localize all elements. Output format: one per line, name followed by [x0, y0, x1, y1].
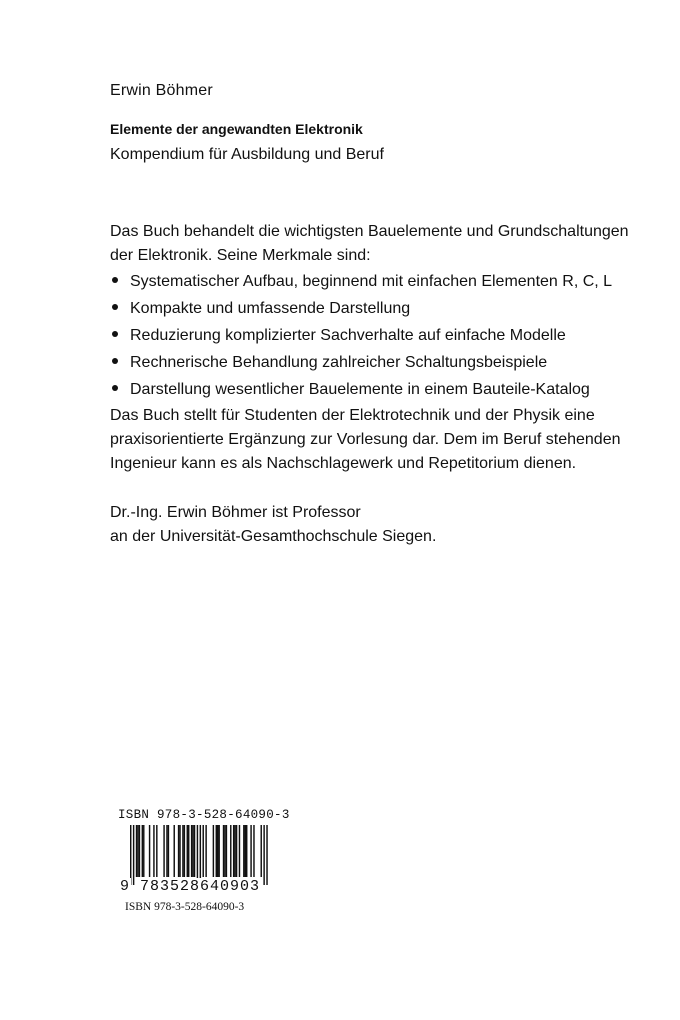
barcode-bar	[130, 825, 131, 885]
barcode-bar	[263, 825, 264, 885]
barcode-bar	[197, 825, 198, 885]
bullet-icon	[112, 304, 118, 310]
barcode-bar	[187, 825, 188, 877]
barcode-bar	[253, 825, 254, 877]
barcode-bar	[194, 825, 195, 877]
feature-list	[110, 268, 650, 403]
bio-line: an der Universität-Gesamthochschule Siegen.	[110, 528, 437, 545]
description-paragraph: Das Buch stellt für Studenten der Elektrotechnik und der Physik eine praxisorientierte Ergänzung zur Vorlesung dar. Dem im Beruf stehenden Ingenieur kann es als Nachschlagewerk und Repetitorium dienen.	[110, 407, 621, 472]
barcode-bar	[166, 825, 167, 877]
barcode-bar	[239, 825, 240, 877]
barcode-bar	[250, 825, 251, 877]
feature-item	[110, 268, 650, 295]
barcode-bar	[153, 825, 154, 877]
barcode-bar	[245, 825, 246, 877]
book-title: Elemente der angewandten Elektronik	[110, 121, 363, 137]
barcode-bar	[143, 825, 144, 877]
barcode-bar	[216, 825, 217, 877]
feature-text: Systematischer Aufbau, beginnend mit einfachen Elementen R, C, L	[130, 273, 613, 290]
barcode-bar	[226, 825, 227, 877]
barcode-bar	[203, 825, 204, 877]
feature-item	[110, 376, 650, 403]
book-subtitle: Kompendium für Ausbildung und Beruf	[110, 146, 384, 163]
barcode-bar	[149, 825, 150, 877]
barcode-bar	[213, 825, 214, 877]
bullet-icon	[112, 385, 118, 391]
bio-line: Dr.-Ing. Erwin Böhmer ist Professor	[110, 504, 361, 521]
barcode-bar	[139, 825, 140, 877]
ean-digits: 783528640903	[140, 878, 261, 895]
barcode-bar	[137, 825, 138, 877]
author-name: Erwin Böhmer	[110, 82, 213, 99]
isbn-label-bottom: ISBN 978-3-528-64090-3	[125, 901, 245, 913]
barcode-bar	[136, 825, 137, 877]
barcode-bar	[224, 825, 225, 877]
barcode-bar	[261, 825, 262, 877]
barcode-bar	[266, 825, 267, 885]
barcode-bar	[218, 825, 219, 877]
barcode-bar	[192, 825, 193, 877]
barcode-bar	[217, 825, 218, 877]
barcode-bar	[163, 825, 164, 877]
barcode-bar	[246, 825, 247, 877]
barcode-bar	[200, 825, 201, 885]
feature-text: Darstellung wesentlicher Bauelemente in einem Bauteile-Katalog	[130, 381, 590, 398]
barcode-bar	[179, 825, 180, 877]
barcode-bar	[184, 825, 185, 877]
bullet-icon	[112, 331, 118, 337]
bullet-icon	[112, 358, 118, 364]
feature-item	[110, 295, 650, 322]
barcode-bar	[243, 825, 244, 877]
barcode-bar	[142, 825, 143, 877]
barcode-bar	[156, 825, 157, 877]
barcode-bar	[133, 825, 134, 885]
barcode-bar	[230, 825, 231, 877]
feature-item	[110, 322, 650, 349]
barcode-bar	[191, 825, 192, 877]
barcode-bar	[236, 825, 237, 877]
barcode-bar	[233, 825, 234, 877]
barcode-bar	[168, 825, 169, 877]
barcode-bar	[234, 825, 235, 877]
barcode-bar	[188, 825, 189, 877]
feature-text: Rechnerische Behandlung zahlreicher Schaltungsbeispiele	[130, 354, 548, 371]
author-bio	[110, 501, 630, 549]
barcode-bar	[174, 825, 175, 877]
feature-item	[110, 349, 650, 376]
barcode-bar	[223, 825, 224, 877]
feature-text: Reduzierung komplizierter Sachverhalte auf einfache Modelle	[130, 327, 566, 344]
isbn-label-top: ISBN 978-3-528-64090-3	[118, 808, 290, 822]
intro-text: Das Buch behandelt die wichtigsten Bauelemente und Grundschaltungen der Elektronik. Seine Merkmale sind:	[110, 223, 629, 264]
feature-text: Kompakte und umfassende Darstellung	[130, 300, 411, 317]
barcode-bar	[178, 825, 179, 877]
barcode-bar	[205, 825, 206, 877]
barcode-bar	[182, 825, 183, 877]
bullet-icon	[112, 277, 118, 283]
ean-first-digit: 9	[120, 878, 130, 895]
